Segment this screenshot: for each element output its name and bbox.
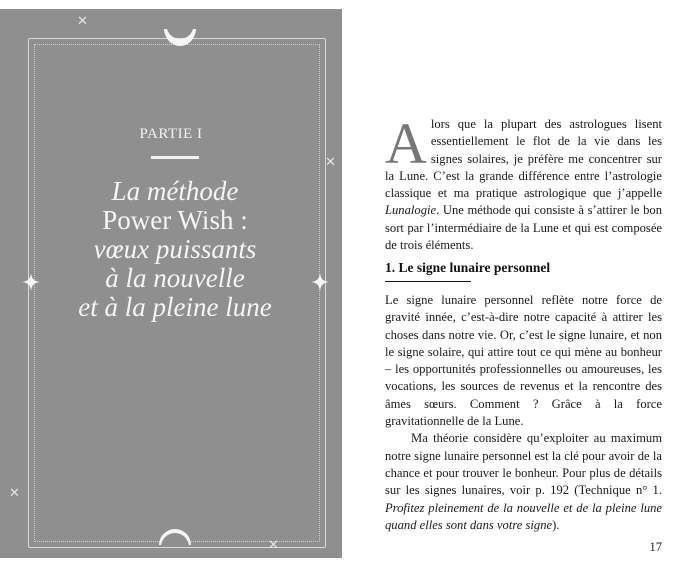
cross-mark-icon: ✕ (77, 14, 88, 29)
section-heading-rule (385, 281, 471, 282)
paragraph-italic: Profitez pleinement de la nouvelle et de la pleine lune quand elles sont dans votre signe (385, 500, 662, 532)
body-text (385, 292, 662, 534)
title-line: Power Wish : (102, 205, 248, 235)
drop-cap: A (385, 111, 427, 176)
cross-mark-icon: ✕ (9, 486, 20, 501)
part-label: PARTIE I (139, 126, 203, 142)
title-line: et à la pleine lune (78, 292, 272, 322)
paragraph-text: Ma théorie considère qu’exploiter au maximum notre signe lunaire personnel est la clé pour avoir de la chance et pour trouver le bonheur. Pour plus de détails sur les signes lunaires, voir p. 192 (Technique n° 1. (385, 431, 662, 498)
crescent-moon-icon (155, 509, 195, 549)
intro-italic-term: Lunalogie (385, 203, 437, 218)
title-line: La méthode (111, 176, 239, 206)
intro-text: lors que la plupart des astrologues lisent essentiellement le flot de la vie dans les signes solaires, je préfère me concentrer sur la Lune. C’est la grande différence entre l’astrologie classique et ma pratique astrologique que j’appelle (385, 117, 662, 201)
left-page-panel (0, 9, 342, 558)
intro-paragraph (385, 111, 662, 254)
chapter-title (30, 177, 320, 322)
intro-text-end: . Une méthode qui consiste à s’attirer le bon sort par l’intermédiaire de la Lune et qui est composée de trois éléments. (385, 203, 662, 253)
paragraph-end: ). (552, 517, 560, 532)
title-line: à la nouvelle (105, 263, 245, 293)
part-underline (151, 156, 199, 159)
paragraph (385, 430, 662, 534)
section-heading: 1. Le signe lunaire personnel (385, 260, 551, 275)
paragraph: Le signe lunaire personnel reflète notre force de gravité innée, c’est-à-dire notre capacité à attirer les choses dans notre vie. Or, c’est le signe lunaire, et non le signe solaire, qui attire tout ce qui mène au bonheur – les opportunités professionnelles ou amoureuses, les vocations, les sources de revenus et la rencontre des âmes sœurs. Comment ? Grâce à la force gravitationnelle de la Lune. (385, 293, 662, 429)
title-line: vœux puissants (93, 234, 257, 264)
cross-mark-icon: ✕ (268, 538, 279, 553)
cross-mark-icon: ✕ (325, 155, 336, 170)
page-number: 17 (649, 540, 662, 554)
crescent-moon-icon (160, 25, 200, 65)
right-page (342, 0, 700, 566)
